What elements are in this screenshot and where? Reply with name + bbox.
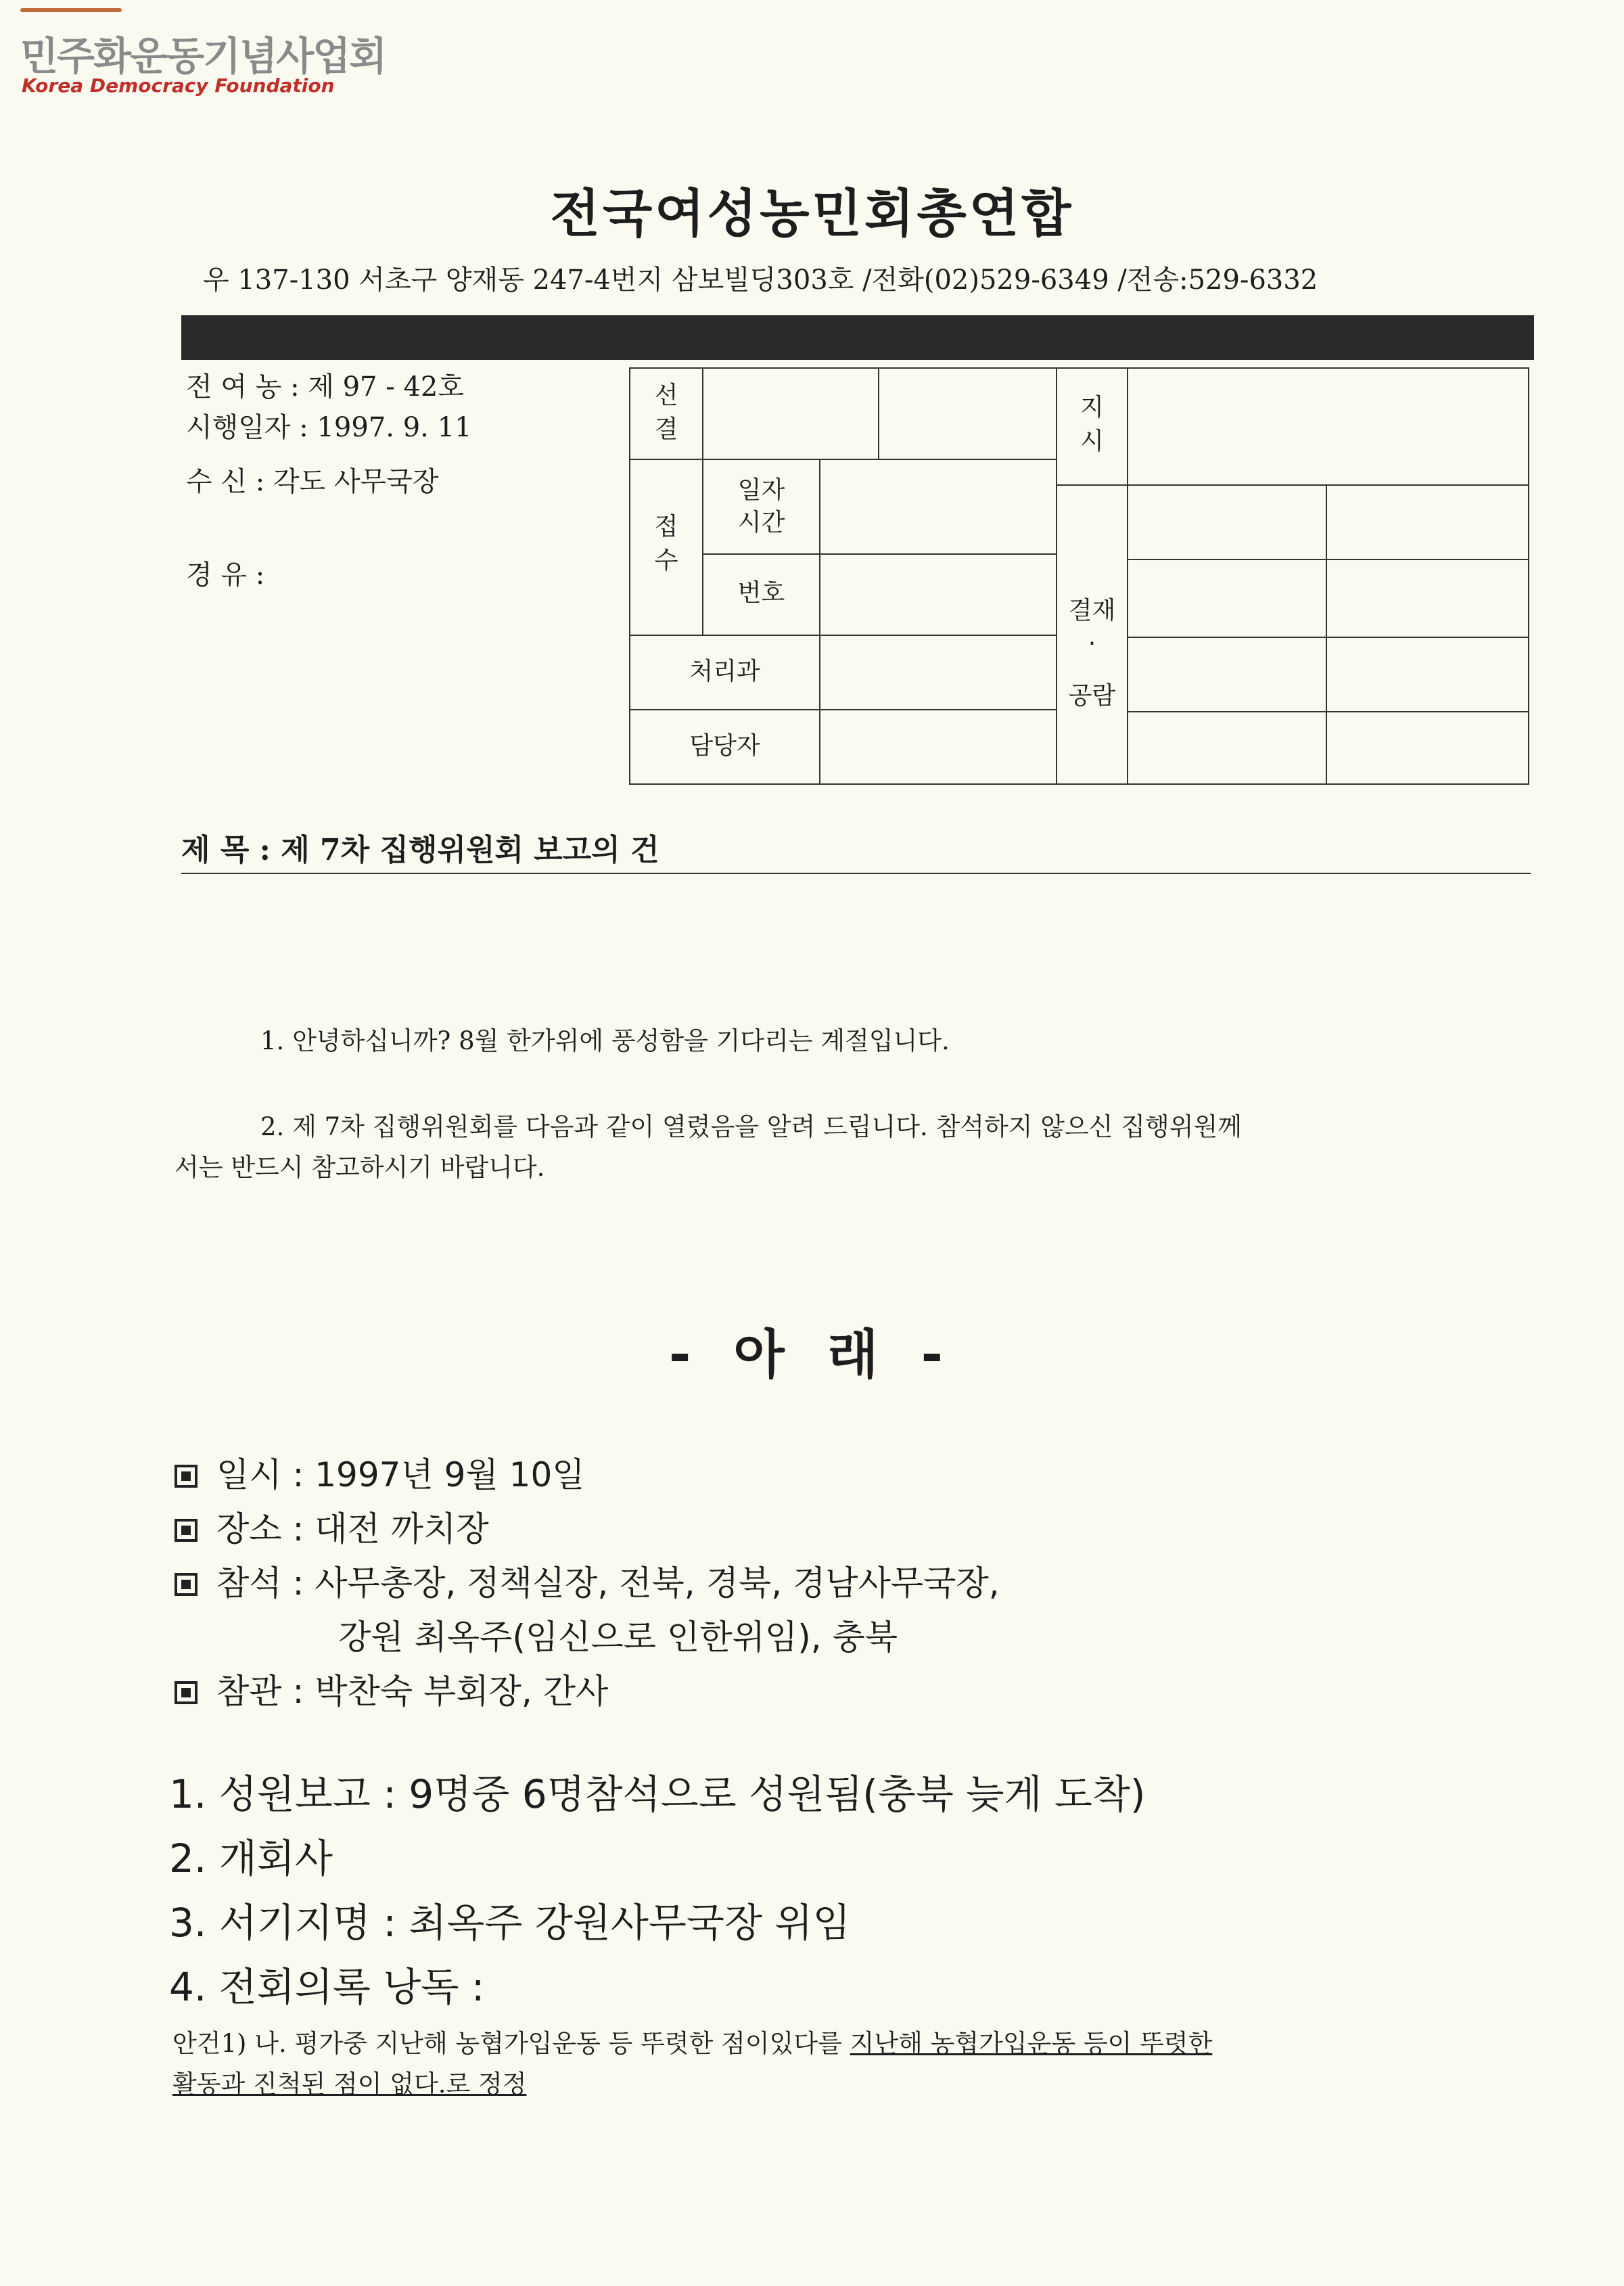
agenda-note-line-1 — [172, 2023, 1212, 2059]
cheorigwa-value-cell — [819, 635, 1057, 710]
gyeoljae-slot-1b — [1326, 484, 1529, 560]
gyeoljae-slot-3b — [1326, 637, 1529, 712]
beonho-value-cell — [819, 553, 1057, 636]
issue-date: 시행일자 : 1997. 9. 11 — [186, 412, 472, 443]
label-gongram: 공람 — [1068, 682, 1116, 710]
label-beonho: 번호 — [737, 579, 785, 607]
label-jeop: 접 — [654, 513, 678, 541]
bullet-attendees-text: 참석 : 사무총장, 정책실장, 전북, 경북, 경남사무국장, — [216, 1563, 1000, 1603]
label-sigan: 시간 — [737, 509, 785, 536]
organization-name: 전국여성농민회총연합 — [550, 183, 1074, 244]
label-damdangja: 담당자 — [689, 732, 760, 760]
label-ji: 지 — [1080, 394, 1104, 421]
filled-square-icon — [175, 1519, 198, 1542]
recipient: 수 신 : 각도 사무국장 — [186, 466, 439, 497]
bullet-place — [175, 1502, 489, 1551]
gyeoljae-slot-2a — [1127, 559, 1327, 638]
paragraph-2-line-2: 서는 반드시 참고하시기 바랍니다. — [175, 1153, 545, 1182]
ilja-value-cell — [819, 459, 1057, 555]
bullet-date — [175, 1448, 585, 1496]
gyeoljae-slot-4a — [1127, 711, 1327, 785]
via: 경 유 : — [186, 559, 265, 591]
gyeoljae-slot-3a — [1127, 637, 1327, 712]
seongyeol-slot-1 — [702, 367, 879, 460]
gyeoljae-slot-1a — [1127, 484, 1327, 560]
bullet-observers — [175, 1664, 608, 1713]
label-gyeoljae: 결재 — [1068, 597, 1116, 624]
label-cheorigwa: 처리과 — [689, 658, 760, 685]
gyeoljae-slot-2b — [1326, 559, 1529, 638]
label-si: 시 — [1080, 428, 1104, 455]
filled-square-icon — [175, 1681, 198, 1704]
bullet-date-text: 일시 : 1997년 9월 10일 — [216, 1455, 585, 1494]
agenda-note-line-2: 활동과 진척된 점이 없다.로 정정 — [172, 2070, 527, 2099]
bullet-observers-text: 참관 : 박찬숙 부회장, 간사 — [216, 1672, 609, 1711]
agenda-note-plain: 안건1) 나. 평가중 지난해 농협가입운동 등 뚜렷한 점이있다를 — [172, 2029, 850, 2058]
label-dot: · — [1088, 630, 1096, 658]
gyeoljae-slot-4b — [1326, 711, 1529, 785]
bullet-place-text: 장소 : 대전 까치장 — [216, 1509, 489, 1549]
document-number: 전 여 농 : 제 97 - 42호 — [186, 371, 464, 403]
watermark-english: Korea Democracy Foundation — [22, 74, 335, 97]
label-seon: 선 — [654, 382, 678, 409]
watermark-korean: 민주화운동기념사업회 — [20, 33, 386, 79]
agenda-note-underlined-1: 지난해 농협가입운동 등이 뚜렷한 — [850, 2029, 1213, 2058]
label-su: 수 — [654, 547, 678, 574]
watermark-accent-line — [20, 8, 122, 12]
item-4: 4. 전회의록 낭독 : — [169, 1964, 485, 2010]
bullet-attendees-continued: 강원 최옥주(임신으로 인한위임), 충북 — [338, 1618, 898, 1657]
item-3: 3. 서기지명 : 최옥주 강원사무국장 위임 — [169, 1900, 851, 1946]
paragraph-1: 1. 안녕하십니까? 8월 한가위에 풍성함을 기다리는 계절입니다. — [260, 1026, 950, 1055]
document-subject: 제 목 : 제 7차 집행위원회 보고의 건 — [181, 833, 659, 867]
filled-square-icon — [175, 1465, 198, 1488]
header-divider-band — [181, 315, 1534, 360]
jisi-value-cell — [1127, 367, 1529, 486]
approval-grid — [629, 367, 1529, 787]
item-2: 2. 개회사 — [169, 1835, 333, 1881]
paragraph-2-line-1: 2. 제 7차 집행위원회를 다음과 같이 열렸음을 알려 드립니다. 참석하지 않으신 집행위원께 — [260, 1112, 1242, 1141]
item-1: 1. 성원보고 : 9명중 6명참석으로 성원됨(충북 늦게 도착) — [169, 1771, 1146, 1817]
subject-rule — [181, 873, 1531, 874]
seongyeol-slot-2 — [878, 367, 1057, 460]
damdangja-value-cell — [819, 709, 1057, 785]
below-heading: - 아 래 - — [669, 1325, 955, 1386]
label-gyeol: 결 — [654, 415, 678, 443]
filled-square-icon — [175, 1573, 198, 1596]
bullet-attendees — [175, 1556, 1000, 1605]
organization-address: 우 137-130 서초구 양재동 247-4번지 삼보빌딩303호 /전화(02)529-6349 /전송:529-6332 — [203, 265, 1318, 296]
label-ilja: 일자 — [737, 476, 785, 504]
